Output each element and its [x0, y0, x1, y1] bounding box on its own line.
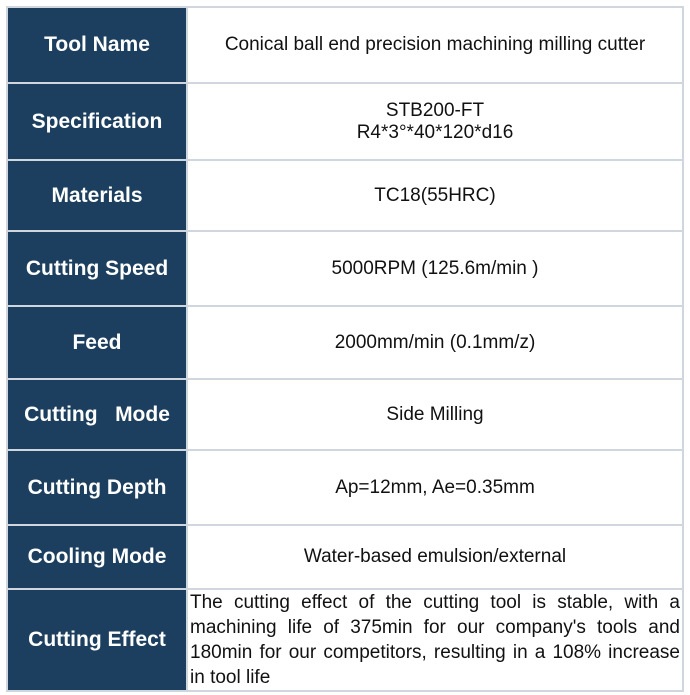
row-label-specification: Specification — [7, 83, 187, 160]
row-value-cutting-depth: Ap=12mm, Ae=0.35mm — [187, 450, 683, 525]
row-value-cutting-mode: Side Milling — [187, 379, 683, 450]
row-label-cutting-mode: Cutting Mode — [7, 379, 187, 450]
row-value-tool-name: Conical ball end precision machining milling cutter — [187, 7, 683, 83]
row-label-materials: Materials — [7, 160, 187, 231]
table-row — [7, 525, 683, 589]
table-row — [7, 379, 683, 450]
row-label-cutting-speed: Cutting Speed — [7, 231, 187, 306]
row-value-cooling-mode: Water-based emulsion/external — [187, 525, 683, 589]
table-row — [7, 306, 683, 379]
row-label-cutting-depth: Cutting Depth — [7, 450, 187, 525]
row-value-specification — [187, 83, 683, 160]
row-label-cutting-effect: Cutting Effect — [7, 589, 187, 691]
row-value-materials: TC18(55HRC) — [187, 160, 683, 231]
table-row — [7, 160, 683, 231]
table-row — [7, 7, 683, 83]
table-row — [7, 450, 683, 525]
row-label-cooling-mode: Cooling Mode — [7, 525, 187, 589]
specification-line-2: R4*3°*40*120*d16 — [356, 121, 514, 143]
specification-line-1: STB200-FT — [385, 99, 485, 121]
table-row — [7, 589, 683, 691]
table-row — [7, 83, 683, 160]
row-label-tool-name: Tool Name — [7, 7, 187, 83]
row-value-feed: 2000mm/min (0.1mm/z) — [187, 306, 683, 379]
spec-table — [6, 6, 684, 692]
table-row — [7, 231, 683, 306]
row-label-feed: Feed — [7, 306, 187, 379]
row-value-cutting-speed: 5000RPM (125.6m/min ) — [187, 231, 683, 306]
row-value-cutting-effect: The cutting effect of the cutting tool is stable, with a machining life of 375min for our company's tools and 180min for our competitors, resulting in a 108% increase in tool life — [187, 589, 683, 691]
